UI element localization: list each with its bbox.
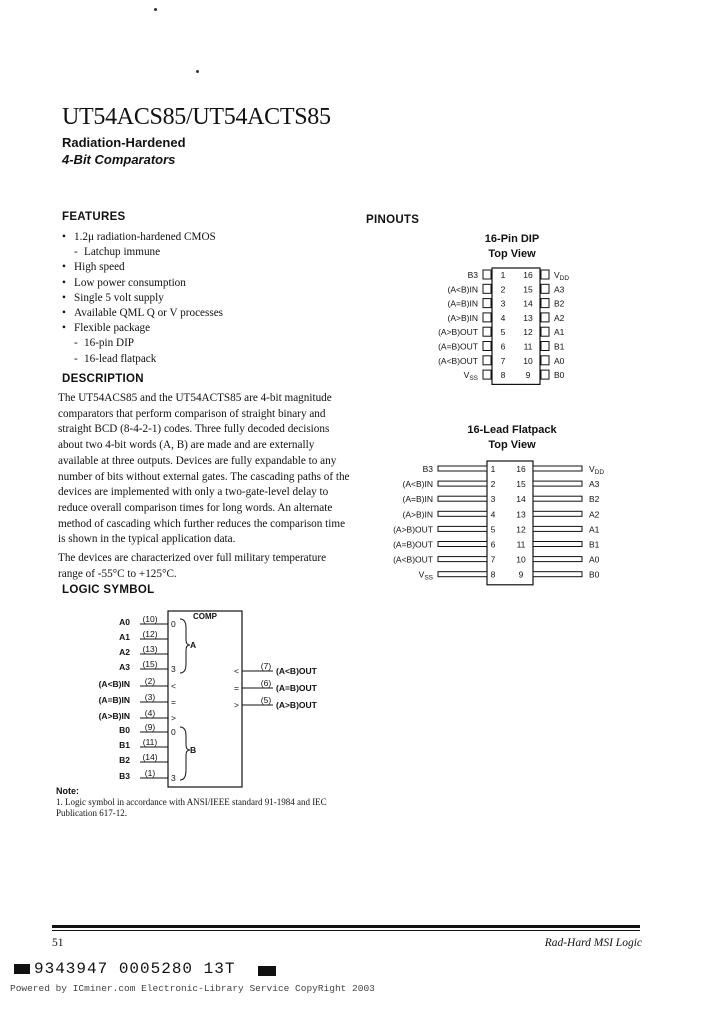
bullet-glyph: -: [74, 246, 78, 259]
input-label: A2: [119, 647, 130, 657]
flatpack-right-pin-number: 11: [516, 539, 526, 550]
flatpack-left-lead: [438, 557, 487, 562]
dip-right-pin-number: 16: [523, 270, 533, 280]
page-title: UT54ACS85/UT54ACTS85: [62, 104, 331, 130]
dip-left-label: (A>B)IN: [447, 312, 478, 323]
input-pin-number: (3): [144, 692, 156, 702]
dip-right-pin-number: 11: [523, 341, 533, 352]
flatpack-left-label: (A=B)OUT: [393, 539, 433, 550]
dip-right-pin-number: 13: [523, 312, 533, 323]
logic-symbol-heading: LOGIC SYMBOL: [62, 584, 155, 596]
flatpack-right-lead: [533, 526, 582, 531]
flatpack-left-pin-number: 6: [490, 539, 496, 550]
dip-left-pin: [483, 370, 491, 379]
footer-rule-thick: [52, 925, 640, 928]
input-label: B1: [119, 740, 130, 750]
input-pin-number: (2): [144, 676, 156, 686]
flatpack-left-label: (A>B)IN: [402, 509, 433, 520]
flatpack-left-label: $V_{SS}$: [418, 569, 433, 582]
dip-right-pin: [541, 299, 549, 308]
flatpack-right-pin-number: 10: [516, 554, 526, 565]
barcode-block-right: [258, 966, 276, 976]
dip-left-pin: [483, 270, 491, 279]
dip-right-label: B1: [554, 341, 565, 352]
dip-right-pin-number: 14: [523, 298, 533, 309]
feature-text: 16-pin DIP: [84, 337, 135, 350]
flatpack-left-pin-number: 1: [490, 464, 496, 474]
dip-left-label: (A<B)IN: [447, 284, 478, 295]
flatpack-left-pin-number: 3: [490, 494, 496, 505]
dip-subtitle: Top View: [488, 248, 536, 260]
dip-left-pin-number: 4: [500, 312, 506, 323]
input-label: (A>B)IN: [98, 711, 130, 721]
dip-left-label: (A>B)OUT: [438, 327, 478, 338]
barcode-text: 9343947 0005280 13T: [34, 960, 236, 978]
footer-rule-thin: [52, 930, 640, 931]
flatpack-right-lead: [533, 511, 582, 516]
input-pin-number: (13): [142, 644, 158, 654]
bullet-glyph: -: [74, 337, 78, 350]
flatpack-left-label: (A=B)IN: [402, 494, 433, 505]
description-paragraph-2: The devices are characterized over full military temperature range of -55°C to +125°C.: [58, 552, 327, 580]
dip-right-label: A1: [554, 327, 565, 338]
flatpack-right-lead: [533, 557, 582, 562]
pinouts-heading: PINOUTS: [366, 214, 420, 226]
note-text: 1. Logic symbol in accordance with ANSI/IEEE standard 91-1984 and IEC Publication 617-12.: [56, 797, 327, 818]
dip-left-label: (A=B)OUT: [438, 341, 478, 352]
dip-right-pin: [541, 327, 549, 336]
input-label: (A<B)IN: [98, 679, 130, 689]
powered-by-text: Powered by ICminer.com Electronic-Library Service CopyRight 2003: [10, 983, 375, 994]
dip-right-pin: [541, 356, 549, 365]
input-function-mark: >: [171, 713, 176, 723]
flatpack-right-pin-number: 9: [518, 569, 524, 580]
output-pin-number: (7): [260, 661, 272, 671]
input-label: A0: [119, 617, 130, 627]
dip-left-pin-number: 2: [500, 284, 506, 295]
dip-right-pin: [541, 313, 549, 322]
flatpack-right-lead: [533, 481, 582, 486]
dip-right-label: B2: [554, 298, 565, 309]
page-number: 51: [52, 937, 64, 949]
flatpack-right-label: A0: [589, 554, 600, 565]
flatpack-left-lead: [438, 526, 487, 531]
dip-left-pin: [483, 299, 491, 308]
input-label: A1: [119, 632, 130, 642]
input-label: B2: [119, 755, 130, 765]
bullet-glyph: •: [62, 291, 66, 304]
flatpack-left-pin-number: 5: [490, 524, 496, 535]
flatpack-left-label: (A<B)OUT: [393, 554, 433, 565]
flatpack-left-lead: [438, 572, 487, 577]
dip-left-pin-number: 3: [500, 298, 506, 309]
feature-text: Low power consumption: [74, 276, 186, 289]
input-function-mark: 0: [171, 727, 176, 737]
dip-left-pin-number: 8: [500, 370, 506, 381]
dip-left-pin-number: 6: [500, 341, 506, 352]
input-pin-number: (4): [144, 708, 156, 718]
output-label: (A>B)OUT: [276, 700, 317, 710]
dip-left-pin: [483, 342, 491, 351]
dip-right-pin-number: 15: [523, 284, 533, 295]
subtitle-line2: 4-Bit Comparators: [62, 152, 176, 167]
flatpack-title: 16-Lead Flatpack: [467, 424, 557, 436]
flatpack-right-label: B1: [589, 539, 600, 550]
bullet-glyph: -: [74, 352, 78, 365]
flatpack-left-lead: [438, 542, 487, 547]
input-function-mark: 3: [171, 664, 176, 674]
output-function-mark: <: [234, 666, 239, 676]
dip-title: 16-Pin DIP: [484, 233, 540, 245]
output-function-mark: =: [234, 683, 239, 693]
input-pin-number: (10): [142, 614, 158, 624]
flatpack-right-pin-number: 15: [516, 479, 526, 490]
bullet-glyph: •: [62, 322, 66, 335]
flatpack-right-label: A3: [589, 479, 600, 490]
note-heading: Note:: [56, 786, 79, 796]
output-label: (A<B)OUT: [276, 666, 317, 676]
output-label: (A=B)OUT: [276, 683, 317, 693]
dip-right-pin: [541, 270, 549, 279]
flatpack-right-lead: [533, 496, 582, 501]
bullet-glyph: •: [62, 276, 66, 289]
dip-right-pin-number: 12: [523, 327, 533, 338]
dip-right-label: A0: [554, 355, 565, 366]
dip-right-pin-number: 9: [525, 370, 531, 381]
comp-label: COMP: [193, 612, 217, 621]
description-paragraph-1: The UT54ACS85 and the UT54ACTS85 are 4-bit magnitude comparators that perform comparison of straight binary and straight BCD (8-4-2-1) codes. Three fully decoded decisions about two 4-bit words (A, B) are made and are externally available at three outputs. Devices are fully expandable to any number of bits without external gates. The cascading paths of the devices are implemented with only a two-gate-level delay to reduce overall comparison times for long words. An alternate method of cascading which further reduces the comparison time is shown in the typical application data.: [58, 392, 350, 546]
dip-left-pin: [483, 284, 491, 293]
input-label: (A=B)IN: [98, 695, 130, 705]
flatpack-right-label: A2: [589, 509, 600, 520]
flatpack-right-lead: [533, 466, 582, 471]
bullet-glyph: •: [62, 307, 66, 320]
dip-left-label: (A<B)OUT: [438, 355, 478, 366]
feature-text: High speed: [74, 261, 125, 274]
input-function-mark: =: [171, 697, 176, 707]
flatpack-right-pin-number: 13: [516, 509, 526, 520]
dip-left-label: B3: [467, 270, 478, 280]
input-label: B0: [119, 725, 130, 735]
description-heading: DESCRIPTION: [62, 373, 144, 385]
dip-right-pin-number: 10: [523, 355, 533, 366]
flatpack-left-lead: [438, 466, 487, 471]
flatpack-left-lead: [438, 496, 487, 501]
input-label: B3: [119, 771, 130, 781]
flatpack-left-pin-number: 4: [490, 509, 496, 520]
feature-text: Available QML Q or V processes: [74, 307, 224, 320]
dip-right-label: A2: [554, 312, 565, 323]
output-function-mark: >: [234, 700, 239, 710]
input-pin-number: (11): [142, 737, 158, 747]
dip-left-pin: [483, 327, 491, 336]
flatpack-left-label: (A>B)OUT: [393, 524, 433, 535]
feature-text: 1.2μ radiation-hardened CMOS: [74, 231, 216, 243]
feature-text: Flexible package: [74, 322, 151, 335]
flatpack-left-lead: [438, 481, 487, 486]
bullet-glyph: •: [62, 231, 66, 243]
group-b-label: B: [190, 745, 197, 755]
dip-right-label: B0: [554, 370, 565, 381]
barcode-block-left: [14, 964, 30, 974]
flatpack-right-label: A1: [589, 524, 600, 535]
output-pin-number: (5): [260, 695, 272, 705]
dip-right-label: $V_{DD}$: [554, 270, 570, 282]
dip-left-pin: [483, 356, 491, 365]
flatpack-right-pin-number: 12: [516, 524, 526, 535]
input-pin-number: (1): [144, 768, 156, 778]
subtitle-line1: Radiation-Hardened: [62, 135, 186, 150]
dip-right-label: A3: [554, 284, 565, 295]
flatpack-left-pin-number: 8: [490, 569, 496, 580]
feature-text: Latchup immune: [84, 246, 161, 259]
flatpack-right-pin-number: 16: [516, 464, 526, 474]
dip-left-label: (A=B)IN: [447, 298, 478, 309]
dip-right-pin: [541, 284, 549, 293]
flatpack-left-pin-number: 7: [490, 554, 496, 565]
flatpack-right-lead: [533, 572, 582, 577]
dip-left-pin-number: 1: [500, 270, 506, 280]
flatpack-right-lead: [533, 542, 582, 547]
flatpack-right-pin-number: 14: [516, 494, 526, 505]
input-function-mark: <: [171, 681, 176, 691]
footer-section-title: Rad-Hard MSI Logic: [544, 937, 642, 949]
input-pin-number: (15): [142, 659, 158, 669]
output-pin-number: (6): [260, 678, 272, 688]
flatpack-left-label: B3: [422, 464, 433, 474]
feature-text: Single 5 volt supply: [74, 291, 164, 304]
features-heading: FEATURES: [62, 211, 126, 223]
flatpack-right-label: $V_{DD}$: [589, 464, 605, 476]
dip-right-pin: [541, 370, 549, 379]
input-pin-number: (9): [144, 722, 156, 732]
dip-left-label: $V_{SS}$: [463, 370, 478, 383]
input-function-mark: 0: [171, 619, 176, 629]
input-function-mark: 3: [171, 773, 176, 783]
flatpack-left-label: (A<B)IN: [402, 479, 433, 490]
dip-body: [492, 268, 540, 384]
feature-text: 16-lead flatpack: [84, 352, 157, 365]
input-pin-number: (12): [142, 629, 158, 639]
input-label: A3: [119, 662, 130, 672]
flatpack-left-lead: [438, 511, 487, 516]
dip-left-pin-number: 7: [500, 355, 506, 366]
input-pin-number: (14): [142, 752, 158, 762]
dip-right-pin: [541, 342, 549, 351]
flatpack-right-label: B0: [589, 569, 600, 580]
group-a-label: A: [190, 640, 197, 650]
dip-left-pin: [483, 313, 491, 322]
bullet-glyph: •: [62, 261, 66, 274]
dip-left-pin-number: 5: [500, 327, 506, 338]
flatpack-subtitle: Top View: [488, 439, 536, 451]
flatpack-right-label: B2: [589, 494, 600, 505]
flatpack-left-pin-number: 2: [490, 479, 496, 490]
